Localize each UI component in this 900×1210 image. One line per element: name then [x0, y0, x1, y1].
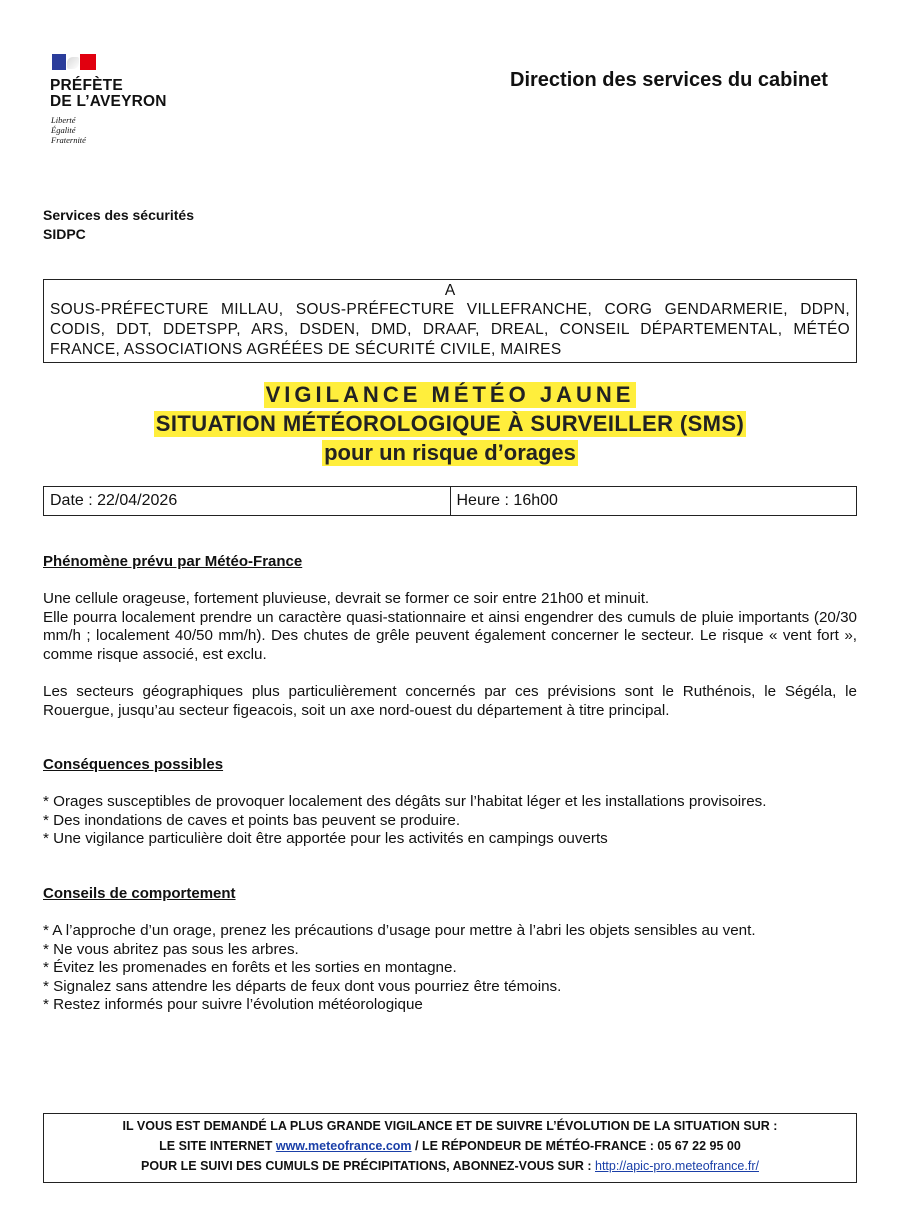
list-item: * Signalez sans attendre les départs de feux dont vous pourriez être témoins.: [43, 977, 562, 995]
list-item: * Évitez les promenades en forêts et les sorties en montagne.: [43, 959, 457, 976]
marianne-flag-logo: [52, 54, 96, 70]
footer-notice-box: [43, 1113, 857, 1183]
advice-list: [43, 922, 857, 1015]
footer-line1: IL VOUS EST DEMANDÉ LA PLUS GRANDE VIGILANCE ET DE SUIVRE L’ÉVOLUTION DE LA SITUATION SUR :: [122, 1119, 778, 1133]
alert-situation: SITUATION MÉTÉOROLOGIQUE À SURVEILLER (SMS): [155, 411, 745, 436]
list-item: * Une vigilance particulière doit être apportée pour les activités en campings ouverts: [43, 830, 608, 847]
list-item: * Ne vous abritez pas sous les arbres.: [43, 940, 299, 958]
phenomenon-heading: Phénomène prévu par Météo-France: [43, 553, 303, 570]
list-item: * Orages susceptibles de provoquer localement des dégâts sur l’habitat léger et les installations provisoires.: [43, 793, 767, 810]
list-item: * Restez informés pour suivre l’évolution météorologique: [43, 996, 423, 1013]
phenomenon-p1-line1: Une cellule orageuse, fortement pluvieuse, devrait se former ce soir entre 21h00 et minuit.: [43, 590, 650, 607]
alert-risk: pour un risque d’orages: [324, 440, 576, 465]
consequences-list: [43, 793, 857, 849]
date-cell: Date : 22/04/2026: [50, 492, 178, 509]
addressees-list: SOUS-PRÉFECTURE MILLAU, SOUS-PRÉFECTURE VILLEFRANCHE, CORG GENDARMERIE, DDPN, CODIS, DDT, DDETSPP, ARS, DSDEN, DMD, DRAAF, DREAL, CONSEIL DÉPARTEMENTAL, MÉTÉO FRANCE, ASSOCIATIONS AGRÉÉES DE SÉCURITÉ CIVILE, MAIRES: [50, 301, 850, 358]
alert-title: [0, 382, 900, 466]
list-item: * Des inondations de caves et points bas peuvent se produire.: [43, 811, 461, 829]
alert-level: VIGILANCE MÉTÉO JAUNE: [265, 382, 635, 407]
prefecture-line1: PRÉFÈTE: [50, 77, 123, 94]
services-line1: Services des sécurités: [43, 207, 194, 223]
apic-pro-link[interactable]: http://apic-pro.meteofrance.fr/: [595, 1159, 759, 1173]
footer-line2-suffix: / LE RÉPONDEUR DE MÉTÉO-FRANCE : 05 67 22 95 00: [411, 1139, 741, 1153]
motto-egalite: Égalité: [51, 125, 76, 135]
datetime-table: [43, 486, 857, 516]
department-title: Direction des services du cabinet: [510, 69, 828, 91]
addressees-label: A: [444, 282, 456, 299]
republic-motto: [51, 115, 86, 145]
services-block: [43, 206, 194, 244]
prefecture-line2: DE L’AVEYRON: [50, 93, 167, 110]
phenomenon-p1-rest: Elle pourra localement prendre un caractère quasi-stationnaire et ainsi engendrer des cumuls de pluie importants (20/30 mm/h ; localement 40/50 mm/h). Des chutes de grêle peuvent également concerner le secteur. Le risque « vent fort », comme risque associé, est exclu.: [43, 608, 857, 663]
meteofrance-link[interactable]: www.meteofrance.com: [275, 1139, 412, 1153]
advice-heading: Conseils de comportement: [43, 885, 236, 902]
motto-liberte: Liberté: [51, 115, 76, 125]
addressees-box: [43, 279, 857, 363]
phenomenon-paragraph-1: [43, 590, 857, 664]
services-line2: SIDPC: [43, 226, 86, 242]
footer-line2: [44, 1136, 856, 1156]
motto-fraternite: Fraternité: [51, 135, 86, 145]
footer-line3-prefix: POUR LE SUIVI DES CUMULS DE PRÉCIPITATIONS, ABONNEZ-VOUS SUR :: [141, 1159, 595, 1173]
time-cell: Heure : 16h00: [450, 487, 857, 515]
footer-line2-prefix: LE SITE INTERNET: [159, 1139, 276, 1153]
phenomenon-paragraph-2: Les secteurs géographiques plus particulièrement concernés par ces prévisions sont le Ruthénois, le Ségéla, le Rouergue, jusqu’au secteur figeacois, soit un axe nord-ouest du département à titre principal.: [43, 683, 857, 719]
list-item: * A l’approche d’un orage, prenez les précautions d’usage pour mettre à l’abri les objets sensibles au vent.: [43, 922, 756, 939]
prefecture-name: [50, 78, 167, 110]
consequences-heading: Conséquences possibles: [43, 756, 224, 773]
footer-line3: [44, 1156, 856, 1176]
